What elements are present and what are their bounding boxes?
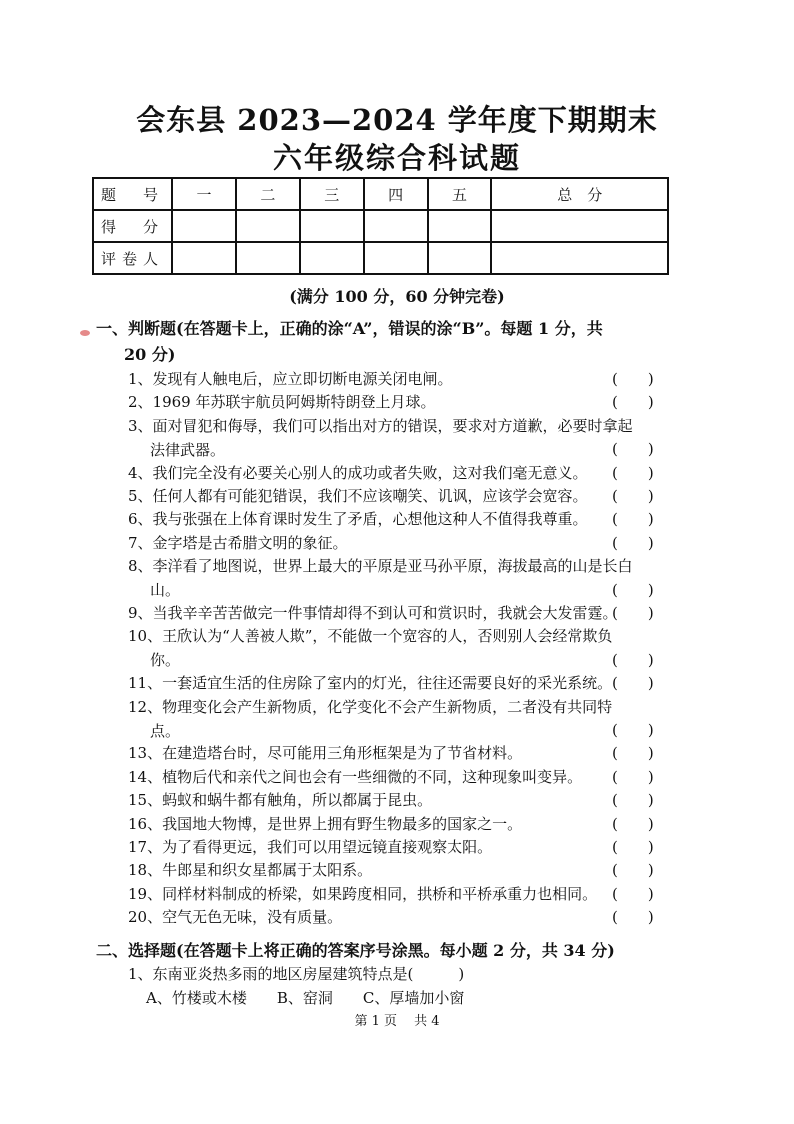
answer-parentheses: ( ) — [612, 744, 654, 763]
score-row — [93, 210, 668, 242]
answer-parentheses: ( ) — [612, 510, 654, 529]
score-cell — [172, 210, 236, 242]
question-item — [128, 601, 673, 625]
question-text: 2、1969 年苏联宇航员阿姆斯特朗登上月球。 — [128, 393, 436, 412]
grader-cell — [172, 242, 236, 274]
question-text: 17、为了看得更远，我们可以用望远镜直接观察太阳。 — [128, 838, 493, 856]
score-header-label: 题 号 — [93, 178, 172, 210]
question-item — [128, 741, 673, 765]
choice-question: 1、东南亚炎热多雨的地区房屋建筑特点是( ) — [128, 965, 465, 983]
question-item — [128, 507, 673, 531]
answer-parentheses: ( ) — [612, 650, 654, 669]
question-text: 14、植物后代和亲代之间也会有一些细微的不同，这种现象叫变异。 — [128, 767, 583, 786]
question-item — [128, 390, 673, 414]
score-table — [92, 177, 669, 275]
question-text: 10、王欣认为“人善被人欺”，不能做一个宽容的人，否则别人会经常欺负 — [128, 627, 613, 646]
grader-cell — [236, 242, 300, 274]
answer-parentheses: ( ) — [612, 838, 654, 856]
question-text-continued: 点。 — [150, 721, 181, 740]
question-item — [128, 765, 673, 789]
question-text-continued: 山。 — [150, 581, 181, 600]
section1-title-line1: 一、判断题(在答题卡上，正确的涂“A”，错误的涂“B”。每题 1 分，共 — [96, 319, 603, 338]
score-cell — [364, 210, 428, 242]
section2-title: 二、选择题(在答题卡上将正确的答案序号涂黑。每小题 2 分，共 34 分) — [96, 941, 615, 960]
answer-parentheses: ( ) — [612, 721, 654, 739]
page-footer: 第 1 页 共 4 — [354, 1014, 440, 1029]
answer-parentheses: ( ) — [612, 791, 654, 810]
question-text: 15、蚂蚁和蜗牛都有触角，所以都属于昆虫。 — [128, 791, 433, 810]
question-item — [128, 554, 673, 602]
question-text: 5、任何人都有可能犯错误，我们不应该嘲笑、讥讽，应该学会宽容。 — [128, 487, 588, 505]
answer-parentheses: ( ) — [612, 861, 654, 880]
choice-options: A、竹楼或木楼 B、窑洞 C、厚墙加小窗 — [146, 989, 465, 1007]
question-text: 3、面对冒犯和侮辱，我们可以指出对方的错误，要求对方道歉，必要时拿起 — [128, 416, 633, 435]
question-item — [128, 812, 673, 836]
answer-parentheses: ( ) — [612, 604, 654, 622]
section1-title-line2: 20 分) — [124, 345, 176, 364]
grader-cell — [428, 242, 492, 274]
answer-parentheses: ( ) — [612, 814, 654, 833]
question-item — [128, 695, 673, 743]
score-row-label: 得 分 — [93, 210, 172, 242]
question-text: 19、同样材料制成的桥梁，如果跨度相同，拱桥和平桥承重力也相同。 — [128, 884, 598, 903]
answer-parentheses: ( ) — [612, 533, 654, 552]
grader-cell — [364, 242, 428, 274]
grader-cell — [300, 242, 364, 274]
question-item — [128, 624, 673, 672]
question-text: 9、当我辛辛苦苦做完一件事情却得不到认可和赏识时，我就会大发雷霆。 — [128, 604, 618, 622]
score-header-cell: 总 分 — [491, 178, 668, 210]
score-cell — [300, 210, 364, 242]
score-header-cell: 五 — [428, 178, 492, 210]
question-item — [128, 414, 673, 462]
score-header-cell: 四 — [364, 178, 428, 210]
question-item — [128, 671, 673, 695]
section1-title — [96, 316, 681, 368]
answer-parentheses: ( ) — [612, 908, 654, 927]
answer-parentheses: ( ) — [612, 674, 654, 693]
question-item — [128, 367, 673, 391]
exam-title-line2: 六年级综合科试题 — [272, 141, 521, 175]
score-cell — [491, 210, 668, 242]
score-header-cell: 三 — [300, 178, 364, 210]
question-text: 8、李洋看了地图说，世界上最大的平原是亚马孙平原，海拔最高的山是长白 — [128, 557, 633, 576]
answer-parentheses: ( ) — [612, 580, 654, 599]
question-text: 20、空气无色无味，没有质量。 — [128, 908, 343, 927]
answer-parentheses: ( ) — [612, 440, 654, 459]
question-text: 4、我们完全没有必要关心别人的成功或者失败，这对我们毫无意义。 — [128, 463, 588, 482]
question-item — [128, 461, 673, 485]
answer-parentheses: ( ) — [612, 767, 654, 786]
score-cell — [236, 210, 300, 242]
grader-row — [93, 242, 668, 274]
question-text-continued: 法律武器。 — [150, 440, 226, 459]
answer-parentheses: ( ) — [612, 393, 654, 412]
question-item — [128, 882, 673, 906]
score-table-header-row — [93, 178, 668, 210]
grader-row-label: 评卷人 — [93, 242, 172, 274]
pen-mark — [80, 330, 90, 336]
question-text: 7、金字塔是古希腊文明的象征。 — [128, 533, 348, 552]
score-header-cell: 一 — [172, 178, 236, 210]
answer-parentheses: ( ) — [612, 370, 654, 388]
question-text: 16、我国地大物博，是世界上拥有野生物最多的国家之一。 — [128, 814, 523, 833]
answer-parentheses: ( ) — [612, 463, 654, 482]
question-item — [128, 905, 673, 929]
grader-cell — [491, 242, 668, 274]
question-text: 6、我与张强在上体育课时发生了矛盾，心想他这种人不值得我尊重。 — [128, 510, 588, 529]
question-text: 13、在建造塔台时，尽可能用三角形框架是为了节省材料。 — [128, 744, 523, 763]
full-score-note: (满分 100 分，60 分钟完卷) — [289, 287, 505, 306]
question-text-continued: 你。 — [150, 651, 181, 670]
question-item — [128, 788, 673, 812]
question-text: 11、一套适宜生活的住房除了室内的灯光，往往还需要良好的采光系统。 — [128, 674, 613, 693]
question-text: 1、发现有人触电后，应立即切断电源关闭电闸。 — [128, 370, 453, 388]
question-item — [128, 531, 673, 555]
question-item — [128, 835, 673, 859]
question-item — [128, 858, 673, 882]
score-header-cell: 二 — [236, 178, 300, 210]
question-text: 12、物理变化会产生新物质，化学变化不会产生新物质，二者没有共同特 — [128, 697, 613, 716]
question-item — [128, 484, 673, 508]
exam-title-line1: 会东县 2023—2024 学年度下期期末 — [136, 103, 658, 137]
question-text: 18、牛郎星和织女星都属于太阳系。 — [128, 861, 373, 880]
answer-parentheses: ( ) — [612, 487, 654, 505]
answer-parentheses: ( ) — [612, 884, 654, 903]
score-cell — [428, 210, 492, 242]
